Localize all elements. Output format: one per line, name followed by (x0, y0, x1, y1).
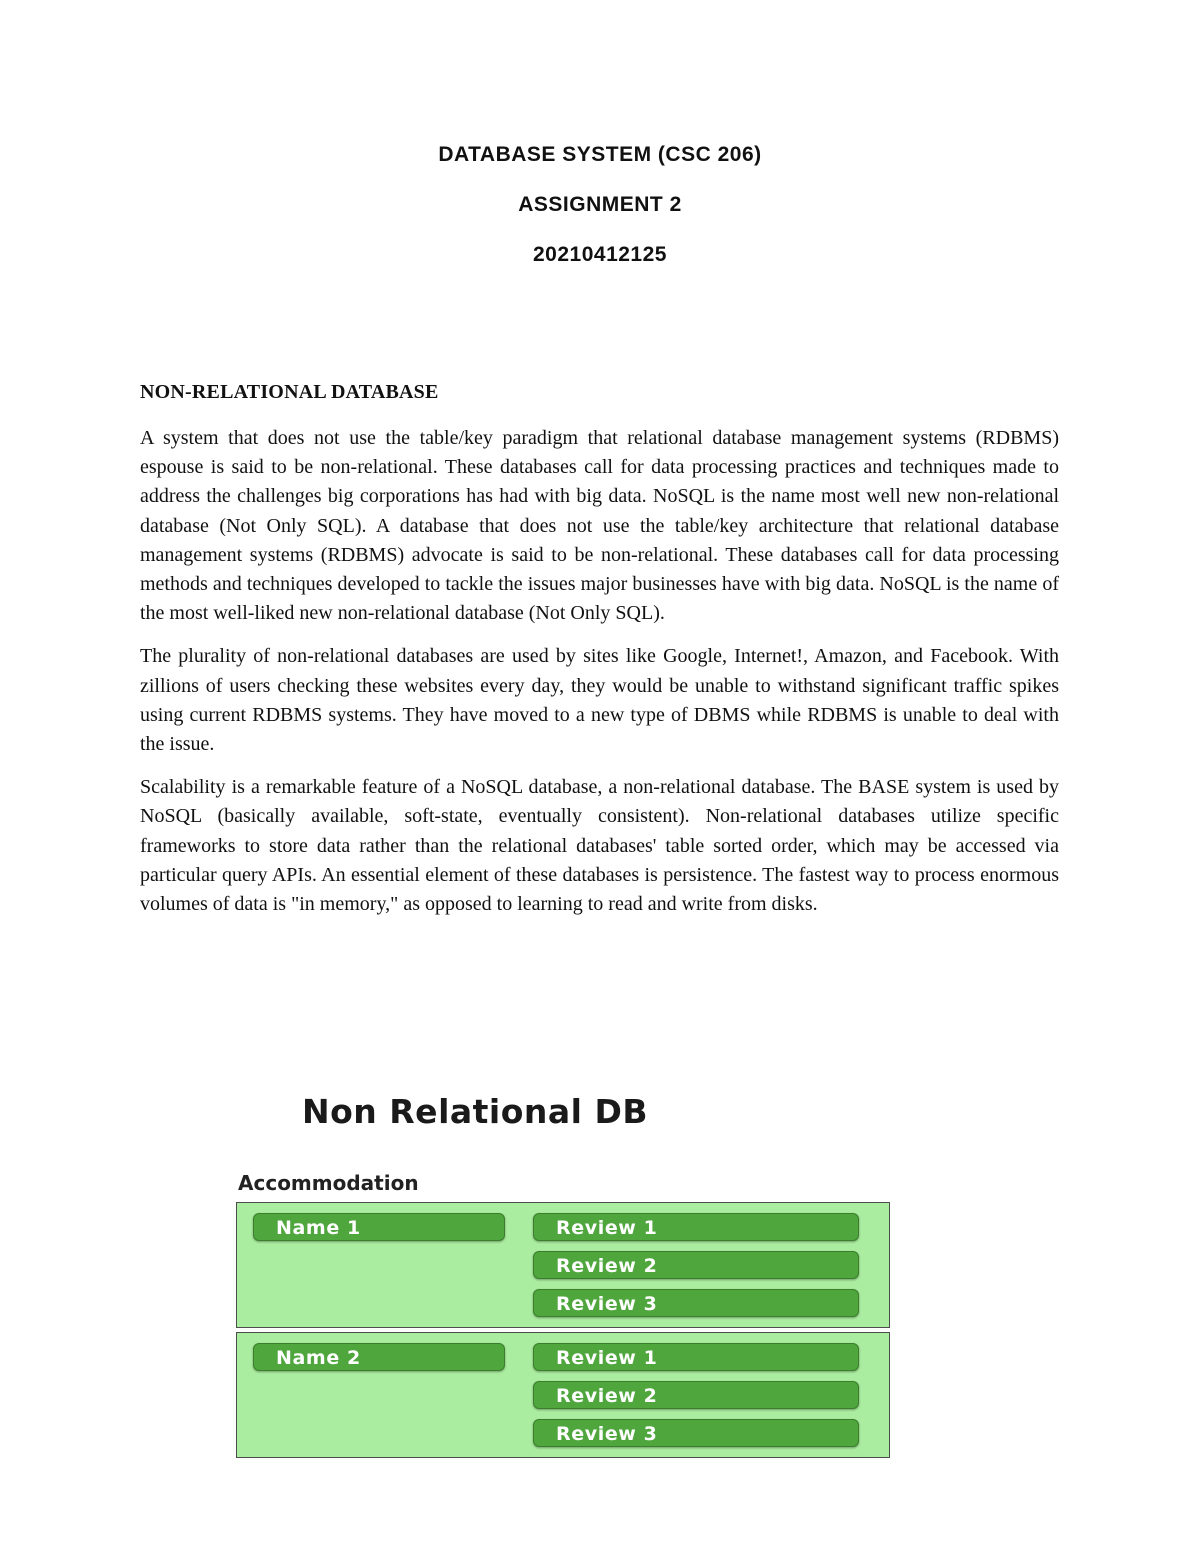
accommodation-record (236, 1202, 890, 1328)
paragraph-scalability: Scalability is a remarkable feature of a NoSQL database, a non-relational database. The BASE system is used by NoSQL (basically available, soft-state, eventually consistent). Non-relational databases utilize specific frameworks to store data rather than the relational databases' table sorted order, which may be accessed via particular query APIs. An essential element of these databases is persistence. The fastest way to process enormous volumes of data is "in memory," as opposed to learning to read and write from disks. (140, 776, 1059, 916)
non-relational-db-diagram (234, 1090, 894, 1470)
review-pill: Review 3 (533, 1289, 859, 1317)
review-pill: Review 1 (533, 1213, 859, 1241)
review-pill: Review 1 (533, 1343, 859, 1371)
diagram-subtitle: Accommodation (238, 1171, 419, 1195)
assignment-title: ASSIGNMENT 2 (518, 193, 682, 216)
section-heading: NON-RELATIONAL DATABASE (140, 381, 439, 403)
course-title: DATABASE SYSTEM (CSC 206) (438, 143, 762, 166)
student-id: 20210412125 (533, 243, 667, 266)
record-name-pill: Name 2 (253, 1343, 505, 1371)
paragraph-definition: A system that does not use the table/key paradigm that relational database management systems (RDBMS) espouse is said to be non-relational. These databases call for data processing practices and techniques made to address the challenges big corporations has had with big data. NoSQL is the name most well new non-relational database (Not Only SQL). A database that does not use the table/key architecture that relational database management systems (RDBMS) advocate is said to be non-relational. These databases call for data processing methods and techniques developed to tackle the issues major businesses have with big data. NoSQL is the name of the most well-liked new non-relational database (Not Only SQL). (140, 427, 1059, 625)
paragraph-usage: The plurality of non-relational databases are used by sites like Google, Internet!, Amazon, and Facebook. With zillions of users checking these websites every day, they would be unable to withstand significant traffic spikes using current RDBMS systems. They have moved to a new type of DBMS while RDBMS is unable to deal with the issue. (140, 645, 1059, 756)
review-pill: Review 2 (533, 1381, 859, 1409)
diagram-title: Non Relational DB (302, 1092, 649, 1131)
document-body (140, 378, 1059, 933)
record-name-pill: Name 1 (253, 1213, 505, 1241)
accommodation-record (236, 1332, 890, 1458)
document-header (0, 142, 1200, 292)
review-pill: Review 2 (533, 1251, 859, 1279)
review-pill: Review 3 (533, 1419, 859, 1447)
